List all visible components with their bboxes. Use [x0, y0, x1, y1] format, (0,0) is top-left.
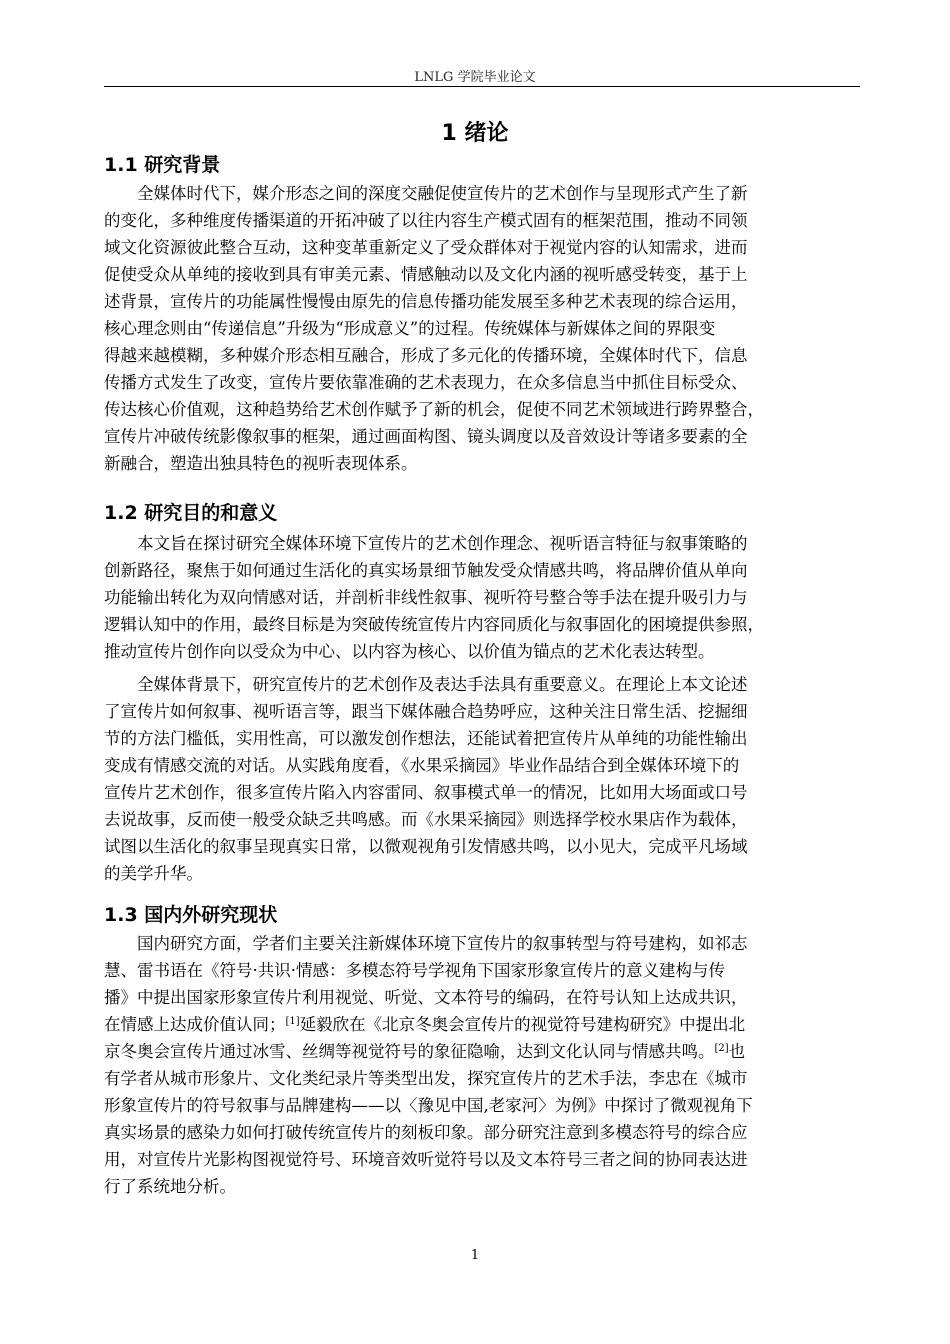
text-line: 宣传片冲破传统影像叙事的框架，通过画面构图、镜头调度以及音效设计等诸多要素的全 [104, 427, 748, 446]
text-segment: 在情感上达成价值认同； [104, 1015, 286, 1034]
citation-1: [1] [285, 1016, 300, 1027]
text-line: 核心理念则由“传递信息”升级为“形成意义”的过程。传统媒体与新媒体之间的界限变 [104, 319, 716, 338]
text-line: 域文化资源彼此整合互动，这种变革重新定义了受众群体对于视觉内容的认知需求，进而 [104, 238, 748, 257]
text-line: 形象宣传片的符号叙事与品牌建构——以〈豫见中国,老家河〉为例》中探讨了微观视角下 [104, 1096, 753, 1115]
text-line: 真实场景的感染力如何打破传统宣传片的刻板印象。部分研究注意到多模态符号的综合应 [104, 1123, 748, 1142]
text-line: 述背景，宣传片的功能属性慢慢由原先的信息传播功能发展至多种艺术表现的综合运用， [104, 292, 748, 311]
header-rule [104, 86, 860, 87]
text-line: 传播方式发生了改变，宣传片要依靠准确的艺术表现力，在众多信息当中抓住目标受众、 [104, 373, 748, 392]
text-line: 有学者从城市形象片、文化类纪录片等类型出发，探究宣传片的艺术手法，李忠在《城市 [104, 1069, 748, 1088]
text-line: 促使受众从单纯的接收到具有审美元素、情感触动以及文化内涵的视听感受转变，基于上 [104, 265, 748, 284]
text-line: 国内研究方面，学者们主要关注新媒体环境下宣传片的叙事转型与符号建构，如祁志 [137, 934, 748, 953]
text-line: 用，对宣传片光影构图视觉符号、环境音效听觉符号以及文本符号三者之间的协同表达进 [104, 1150, 748, 1169]
section-heading-background: 1.1 研究背景 [104, 154, 221, 176]
text-line: 慧、雷书语在《符号·共识·情感：多模态符号学视角下国家形象宣传片的意义建构与传 [104, 961, 725, 980]
text-line: 试图以生活化的叙事呈现真实日常，以微观视角引发情感共鸣，以小见大，完成平凡场域 [104, 837, 748, 856]
section-heading-research-status: 1.3 国内外研究现状 [104, 904, 278, 926]
paragraph-background [104, 180, 864, 477]
text-line: 播》中提出国家形象宣传片利用视觉、听觉、文本符号的编码，在符号认知上达成共识， [104, 988, 748, 1007]
page-number: 1 [470, 1248, 480, 1263]
text-line: 本文旨在探讨研究全媒体环境下宣传片的艺术创作理念、视听语言特征与叙事策略的 [137, 534, 748, 553]
text-line: 全媒体时代下，媒介形态之间的深度交融促使宣传片的艺术创作与呈现形式产生了新 [137, 184, 748, 203]
text-line: 的美学升华。 [104, 864, 203, 883]
text-line: 全媒体背景下，研究宣传片的艺术创作及表达手法具有重要意义。在理论上本文论述 [137, 675, 748, 694]
text-segment: 延毅欣在《北京冬奥会宣传片的视觉符号建构研究》中提出北 [299, 1015, 746, 1034]
citation-2: [2] [714, 1043, 729, 1054]
text-line: 去说故事，反而使一般受众缺乏共鸣感。而《水果采摘园》则选择学校水果店作为载体， [104, 810, 748, 829]
text-segment: 也 [728, 1042, 746, 1061]
paragraph-significance [104, 671, 864, 887]
text-line: 行了系统地分析。 [104, 1177, 236, 1196]
text-line: 了宣传片如何叙事、视听语言等，跟当下媒体融合趋势呼应，这种关注日常生活、挖掘细 [104, 702, 748, 721]
text-line: 得越来越模糊，多种媒介形态相互融合，形成了多元化的传播环境，全媒体时代下，信息 [104, 346, 748, 365]
paragraph-research-status [104, 930, 864, 1200]
text-line: 节的方法门槛低，实用性高，可以激发创作想法，还能试着把宣传片从单纯的功能性输出 [104, 729, 748, 748]
text-line: 推动宣传片创作向以受众为中心、以内容为核心、以价值为锚点的艺术化表达转型。 [104, 642, 715, 661]
text-line: 变成有情感交流的对话。从实践角度看，《水果采摘园》毕业作品结合到全媒体环境下的 [104, 756, 740, 775]
text-line [104, 1038, 864, 1065]
text-line [104, 1011, 864, 1038]
text-segment: 京冬奥会宣传片通过冰雪、丝绸等视觉符号的象征隐喻，达到文化认同与情感共鸣。 [104, 1042, 715, 1061]
paragraph-purpose [104, 530, 864, 665]
section-heading-purpose: 1.2 研究目的和意义 [104, 502, 278, 524]
text-line: 创新路径，聚焦于如何通过生活化的真实场景细节触发受众情感共鸣，将品牌价值从单向 [104, 561, 748, 580]
text-line: 宣传片艺术创作，很多宣传片陷入内容雷同、叙事模式单一的情况，比如用大场面或口号 [104, 783, 748, 802]
text-line: 传达核心价值观，这种趋势给艺术创作赋予了新的机会，促使不同艺术领域进行跨界整合， [104, 400, 764, 419]
text-line: 功能输出转化为双向情感对话，并剖析非线性叙事、视听符号整合等手法在提升吸引力与 [104, 588, 748, 607]
chapter-title: 1 绪论 [441, 121, 509, 146]
text-line: 逻辑认知中的作用，最终目标是为突破传统宣传片内容同质化与叙事固化的困境提供参照， [104, 615, 764, 634]
text-line: 新融合，塑造出独具特色的视听表现体系。 [104, 454, 418, 473]
running-header: LNLG 学院毕业论文 [414, 70, 536, 85]
text-line: 的变化，多种维度传播渠道的开拓冲破了以往内容生产模式固有的框架范围，推动不同领 [104, 211, 748, 230]
